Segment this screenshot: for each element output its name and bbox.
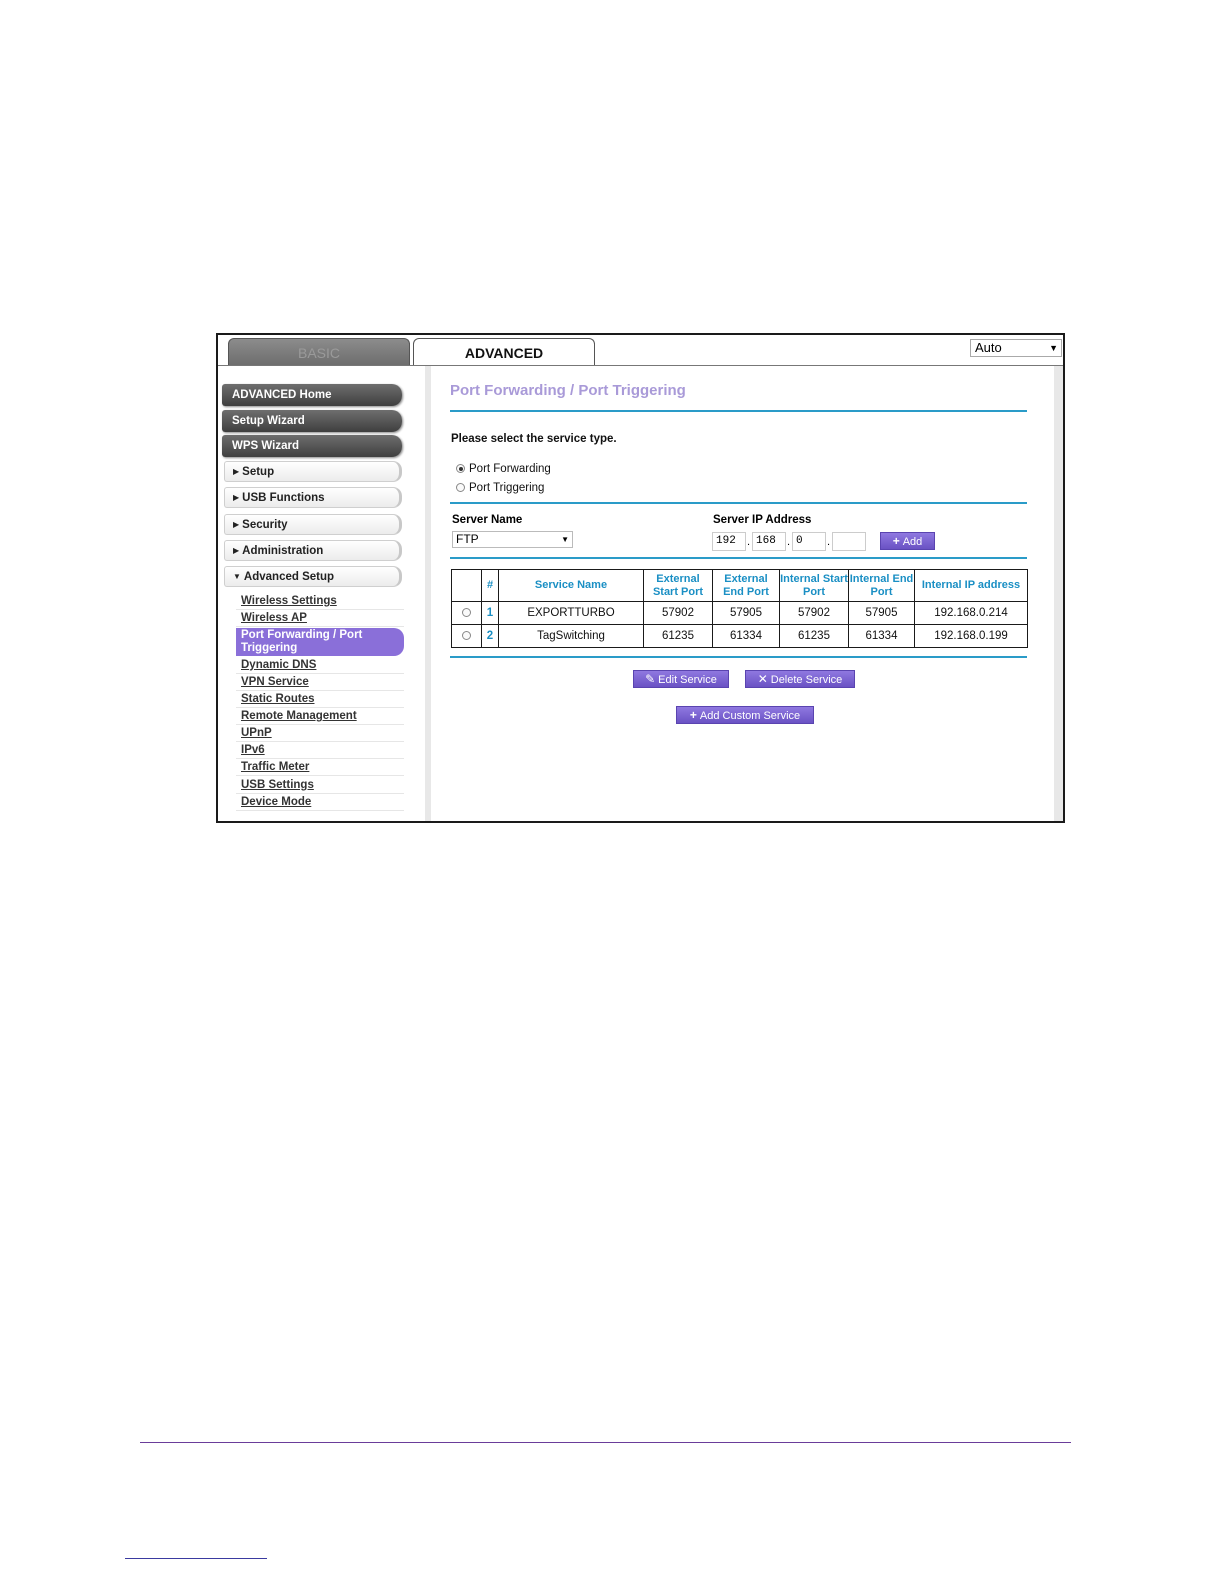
divider xyxy=(450,410,1027,412)
delete-service-button[interactable] xyxy=(745,670,855,688)
ip-octet-4-input[interactable] xyxy=(832,532,866,551)
row-external-start-port: 61235 xyxy=(644,625,713,648)
add-button-label: Add xyxy=(902,536,923,548)
row-internal-start-port: 57902 xyxy=(780,602,849,625)
row-internal-ip: 192.168.0.214 xyxy=(915,602,1028,625)
column-header-internal-start-port: Internal Start Port xyxy=(780,570,849,602)
chevron-down-icon: ▼ xyxy=(561,535,569,544)
service-name-label: Server Name xyxy=(452,514,523,526)
divider xyxy=(450,502,1027,504)
ip-separator: . xyxy=(827,536,831,548)
service-name-select[interactable] xyxy=(452,531,573,548)
sidebar-section-label: Security xyxy=(242,519,288,531)
row-internal-end-port: 57905 xyxy=(849,602,915,625)
ip-separator: . xyxy=(787,536,791,548)
column-header-external-start-port: External Start Port xyxy=(644,570,713,602)
sidebar-item-traffic-meter[interactable]: Traffic Meter xyxy=(236,759,404,776)
radio-button[interactable] xyxy=(456,464,465,473)
edit-service-label: Edit Service xyxy=(658,674,717,686)
sidebar-item-wireless-settings[interactable]: Wireless Settings xyxy=(236,593,404,610)
divider xyxy=(450,656,1027,658)
row-external-end-port: 57905 xyxy=(713,602,780,625)
sidebar-section-label: Administration xyxy=(242,545,324,557)
row-internal-start-port: 61235 xyxy=(780,625,849,648)
row-select-cell xyxy=(452,625,482,648)
chevron-down-icon: ▼ xyxy=(1049,343,1058,353)
row-select-cell xyxy=(452,602,482,625)
router-admin-screenshot xyxy=(216,333,1065,823)
sidebar-section-security[interactable] xyxy=(224,514,402,535)
divider xyxy=(450,557,1027,559)
ip-octet-2-input[interactable]: 168 xyxy=(752,532,786,551)
sidebar-item-device-mode[interactable]: Device Mode xyxy=(236,794,404,811)
table-row xyxy=(452,625,1028,648)
triangle-right-icon: ▶ xyxy=(233,493,240,502)
sidebar-item-usb-settings[interactable]: USB Settings xyxy=(236,777,404,794)
sidebar-section-label: USB Functions xyxy=(242,492,325,504)
sidebar-item-upnp[interactable]: UPnP xyxy=(236,725,404,742)
sidebar-item-dynamic-dns[interactable]: Dynamic DNS xyxy=(236,657,404,674)
table-header-row xyxy=(452,570,1028,602)
select-column-header xyxy=(452,570,482,602)
column-header-service-name: Service Name xyxy=(499,570,644,602)
add-custom-service-label: Add Custom Service xyxy=(699,710,801,722)
column-header-number: # xyxy=(482,570,499,602)
tab-advanced[interactable]: ADVANCED xyxy=(413,338,595,366)
service-table xyxy=(451,569,1028,648)
language-select[interactable] xyxy=(970,339,1062,357)
row-external-start-port: 57902 xyxy=(644,602,713,625)
plus-icon: + xyxy=(892,534,900,548)
ip-octet-1-input[interactable]: 192 xyxy=(712,532,746,551)
radio-button[interactable] xyxy=(456,483,465,492)
sidebar-advanced-home[interactable]: ADVANCED Home xyxy=(222,384,402,406)
server-ip-label: Server IP Address xyxy=(713,514,812,526)
row-radio-button[interactable] xyxy=(462,608,471,617)
sidebar xyxy=(218,366,430,821)
main-content xyxy=(431,377,1054,821)
row-service-name: TagSwitching xyxy=(499,625,644,648)
table-row xyxy=(452,602,1028,625)
triangle-right-icon: ▶ xyxy=(233,467,240,476)
column-header-external-end-port: External End Port xyxy=(713,570,780,602)
row-number: 2 xyxy=(482,625,499,648)
row-number: 1 xyxy=(482,602,499,625)
footer-divider xyxy=(140,1442,1071,1443)
sidebar-section-label: Advanced Setup xyxy=(243,571,335,583)
sidebar-section-label: Setup xyxy=(242,466,275,478)
sidebar-item-static-routes[interactable]: Static Routes xyxy=(236,691,404,708)
tab-basic[interactable]: BASIC xyxy=(228,338,410,366)
radio-port-triggering[interactable] xyxy=(456,482,544,494)
sidebar-section-administration[interactable] xyxy=(224,540,402,561)
triangle-down-icon: ▼ xyxy=(233,572,241,581)
plus-icon: + xyxy=(689,708,697,722)
ip-octet-3-input[interactable]: 0 xyxy=(792,532,826,551)
row-internal-ip: 192.168.0.199 xyxy=(915,625,1028,648)
edit-service-button[interactable] xyxy=(633,670,729,688)
row-radio-button[interactable] xyxy=(462,631,471,640)
sidebar-item-remote-management[interactable]: Remote Management xyxy=(236,708,404,725)
radio-label: Port Triggering xyxy=(469,482,545,494)
sidebar-item-ipv6[interactable]: IPv6 xyxy=(236,742,404,759)
radio-port-forwarding[interactable] xyxy=(456,463,551,475)
triangle-right-icon: ▶ xyxy=(233,546,240,555)
delete-service-label: Delete Service xyxy=(770,674,843,686)
service-type-prompt: Please select the service type. xyxy=(451,433,617,445)
ip-separator: . xyxy=(747,536,751,548)
add-custom-service-button[interactable] xyxy=(676,706,814,724)
service-name-value: FTP xyxy=(456,532,479,546)
pencil-icon: ✎ xyxy=(645,672,656,686)
row-external-end-port: 61334 xyxy=(713,625,780,648)
content-border-right xyxy=(1054,366,1063,821)
language-select-value: Auto xyxy=(975,340,1002,355)
page-title: Port Forwarding / Port Triggering xyxy=(450,382,686,399)
radio-label: Port Forwarding xyxy=(469,463,551,475)
sidebar-item-vpn-service[interactable]: VPN Service xyxy=(236,674,404,691)
sidebar-wps-wizard[interactable]: WPS Wizard xyxy=(222,435,402,457)
sidebar-section-advanced-setup[interactable] xyxy=(224,566,402,587)
sidebar-item-port-forwarding[interactable]: Port Forwarding / Port Triggering xyxy=(236,628,404,656)
triangle-right-icon: ▶ xyxy=(233,520,240,529)
sidebar-section-setup[interactable] xyxy=(224,461,402,482)
close-icon: ✕ xyxy=(757,672,768,686)
sidebar-section-usb-functions[interactable] xyxy=(224,487,402,508)
column-header-internal-ip: Internal IP address xyxy=(915,570,1028,602)
column-header-internal-end-port: Internal End Port xyxy=(849,570,915,602)
footer-link-underline xyxy=(125,1558,267,1559)
sidebar-item-wireless-ap[interactable]: Wireless AP xyxy=(236,610,404,627)
row-internal-end-port: 61334 xyxy=(849,625,915,648)
sidebar-setup-wizard[interactable]: Setup Wizard xyxy=(222,410,402,432)
row-service-name: EXPORTTURBO xyxy=(499,602,644,625)
add-button[interactable] xyxy=(880,532,935,550)
